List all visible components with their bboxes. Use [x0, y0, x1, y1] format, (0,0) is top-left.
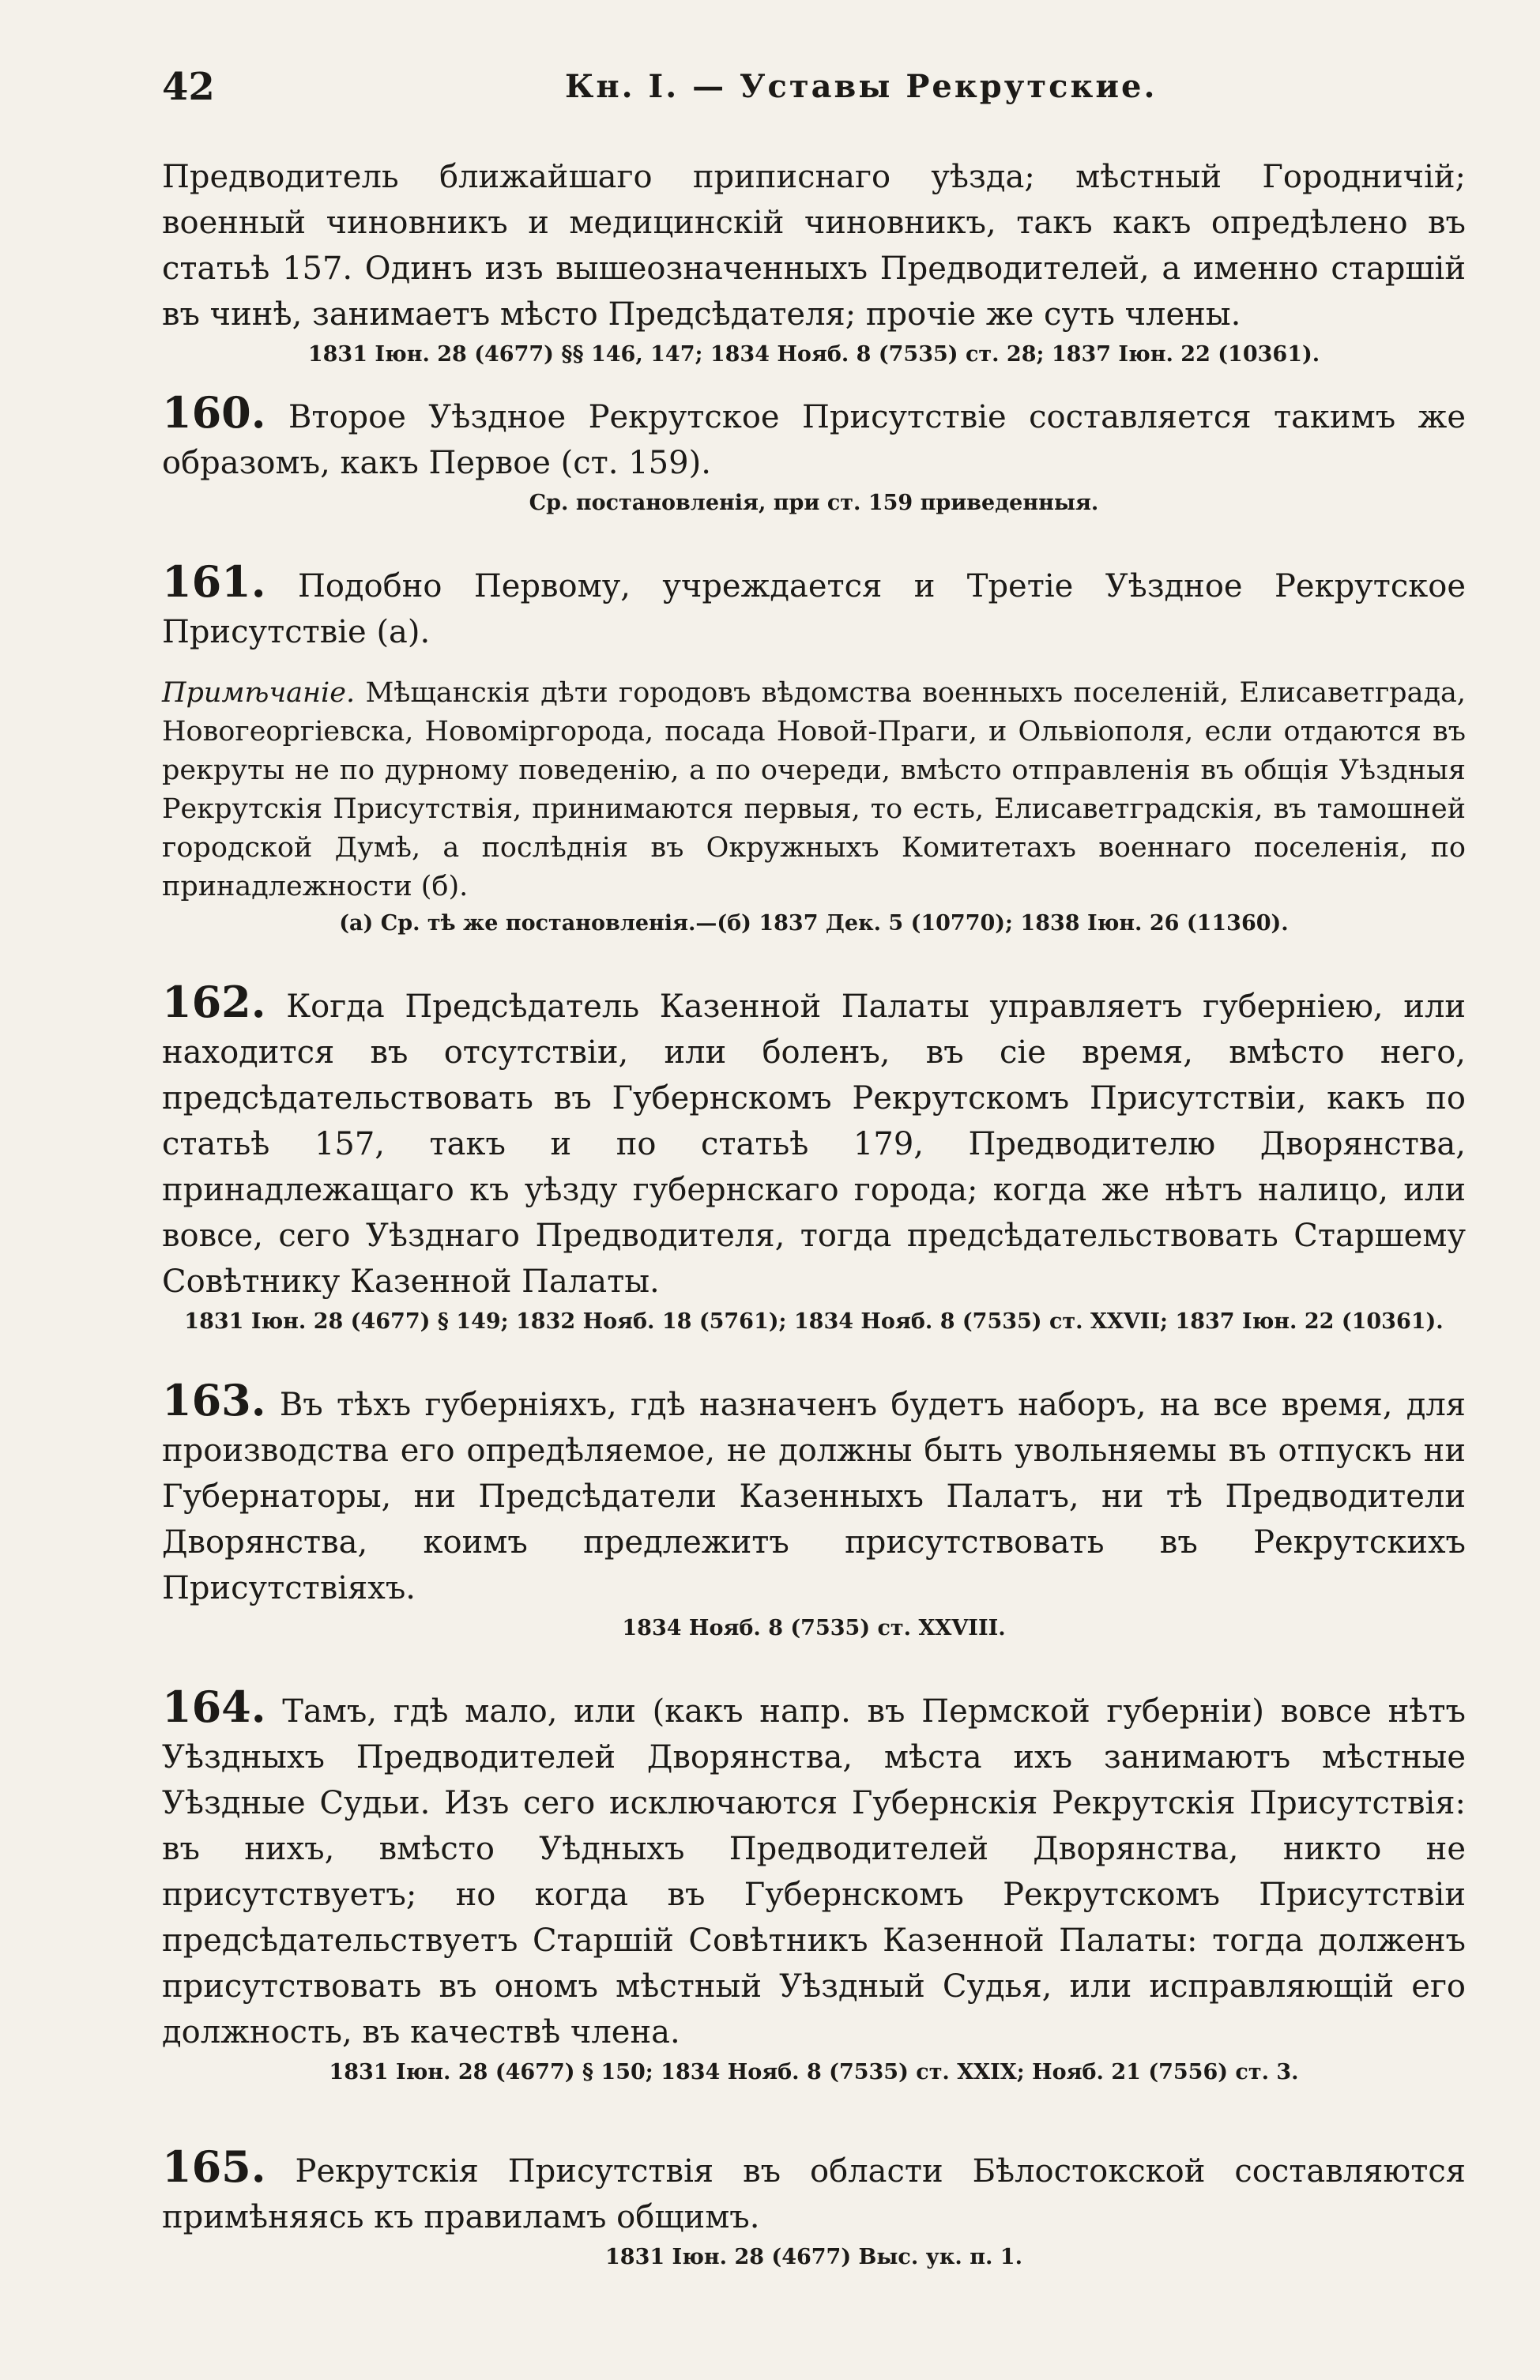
intro-paragraph: Предводитель ближайшаго приписнаго уѣзда; мѣстный Городничій; военный чиновникъ и медицинскій чиновникъ, такъ какъ опредѣлено въ статьѣ 157. Одинъ изъ вышеозначенныхъ Предводителей, а именно старшій въ чинѣ, занимаетъ мѣсто Предсѣдателя; прочіе же суть члены. — [162, 159, 1466, 333]
article-paragraph — [162, 979, 1466, 1305]
article-paragraph — [162, 1681, 1466, 2055]
article-number: 164. — [162, 1681, 266, 1732]
note-label: Примѣчаніе. — [162, 677, 356, 709]
article-citation: (а) Ср. тѣ же постановленія.—(б) 1837 Дек. 5 (10770); 1838 Іюн. 26 (11360). — [339, 911, 1289, 936]
article-paragraph — [162, 556, 1467, 655]
article-paragraph — [162, 387, 1467, 486]
intro-citation: 1831 Іюн. 28 (4677) §§ 146, 147; 1834 Нояб. 8 (7535) ст. 28; 1837 Іюн. 22 (10361). — [307, 342, 1320, 367]
article-citation: 1831 Іюн. 28 (4677) § 149; 1832 Нояб. 18 (5761); 1834 Нояб. 8 (7535) ст. XXVII; 1837 Іюн. 22 (10361). — [184, 1309, 1444, 1334]
article-text: Второе Уѣздное Рекрутское Присутствіе составляется такимъ же образомъ, какъ Первое (ст. 159). — [162, 399, 1467, 481]
article-number: 161. — [162, 556, 266, 607]
article-160 — [162, 387, 1467, 519]
article-text: Тамъ, гдѣ мало, или (какъ напр. въ Пермской губерніи) вовсе нѣтъ Уѣздныхъ Предводителей Дворянства, мѣста ихъ занимаютъ мѣстные Уѣздные Судьи. Изъ сего исключаются Губернскія Рекрутскія Присутствія: въ нихъ, вмѣсто Уѣдныхъ Предводителей Дворянства, никто не присутствуетъ; но когда въ Губернскомъ Рекрутскомъ Присутствіи предсѣдательствуетъ Старшій Совѣтникъ Казенной Палаты: тогда долженъ присутствовать въ ономъ мѣстный Уѣздный Судья, или исправляющій его должность, въ качествѣ члена. — [162, 1693, 1466, 2050]
page-header — [162, 65, 1466, 128]
article-text: Въ тѣхъ губерніяхъ, гдѣ назначенъ будетъ наборъ, на все время, для производства его опредѣляемое, не должны быть увольняемы въ отпускъ ни Губернаторы, ни Предсѣдатели Казенныхъ Палатъ, ни тѣ Предводители Дворянства, коимъ предлежитъ присутствовать въ Рекрутскихъ Присутствіяхъ. — [162, 1387, 1467, 1606]
article-citation: 1831 Іюн. 28 (4677) Выс. ук. п. 1. — [605, 2245, 1022, 2269]
article-citation: 1834 Нояб. 8 (7535) ст. XXVIII. — [622, 1616, 1006, 1640]
note-text: Мѣщанскія дѣти городовъ вѣдомства военныхъ поселеній, Елисаветграда, Новогеоргіевска, Новоміргорода, посада Новой-Праги, и Ольвіополя, если отдаются въ рекруты не по дурному поведенію, а по очереди, вмѣсто отправленія въ общія Уѣздныя Рекрутскія Присутствія, принимаются первыя, то есть, Елисаветградскія, въ тамошней городской Думѣ, а послѣднія въ Окружныхъ Комитетахъ военнаго поселенія, по принадлежности (б). — [162, 677, 1466, 902]
intro-block — [162, 154, 1466, 371]
article-165 — [162, 2141, 1467, 2273]
article-163 — [162, 1377, 1466, 1644]
article-162 — [162, 979, 1466, 1338]
article-number: 163. — [162, 1375, 266, 1425]
article-note — [162, 674, 1466, 906]
article-number: 165. — [162, 2141, 266, 2192]
article-text: Рекрутскія Присутствія въ области Бѣлостокской составляются примѣняясь къ правиламъ общимъ. — [162, 2153, 1467, 2235]
article-paragraph — [162, 2141, 1467, 2240]
page-number: 42 — [162, 65, 215, 109]
article-text: Когда Предсѣдатель Казенной Палаты управляетъ губерніею, или находится въ отсутствіи, или боленъ, въ сіе время, вмѣсто него, предсѣдательствовать въ Губернскомъ Рекрутскомъ Присутствіи, какъ по статьѣ 157, такъ и по статьѣ 179, Предводителю Дворянства, принадлежащаго къ уѣзду губернскаго города; когда же нѣтъ налицо, или вовсе, сего Уѣзднаго Предводителя, тогда предсѣдательствовать Старшему Совѣтнику Казенной Палаты. — [162, 989, 1467, 1300]
running-head: Кн. I. — Уставы Рекрутские. — [565, 68, 1158, 105]
article-text: Подобно Первому, учреждается и Третіе Уѣздное Рекрутское Присутствіе (а). — [162, 568, 1467, 650]
article-citation: Ср. постановленія, при ст. 159 приведенныя. — [529, 491, 1099, 515]
article-citation: 1831 Іюн. 28 (4677) § 150; 1834 Нояб. 8 (7535) ст. XXIX; Нояб. 21 (7556) ст. 3. — [329, 2060, 1299, 2084]
article-paragraph — [162, 1377, 1466, 1611]
article-number: 162. — [162, 977, 266, 1027]
body-text — [162, 154, 1466, 2273]
article-164 — [162, 1681, 1466, 2088]
article-161 — [162, 556, 1467, 940]
article-number: 160. — [162, 387, 266, 438]
